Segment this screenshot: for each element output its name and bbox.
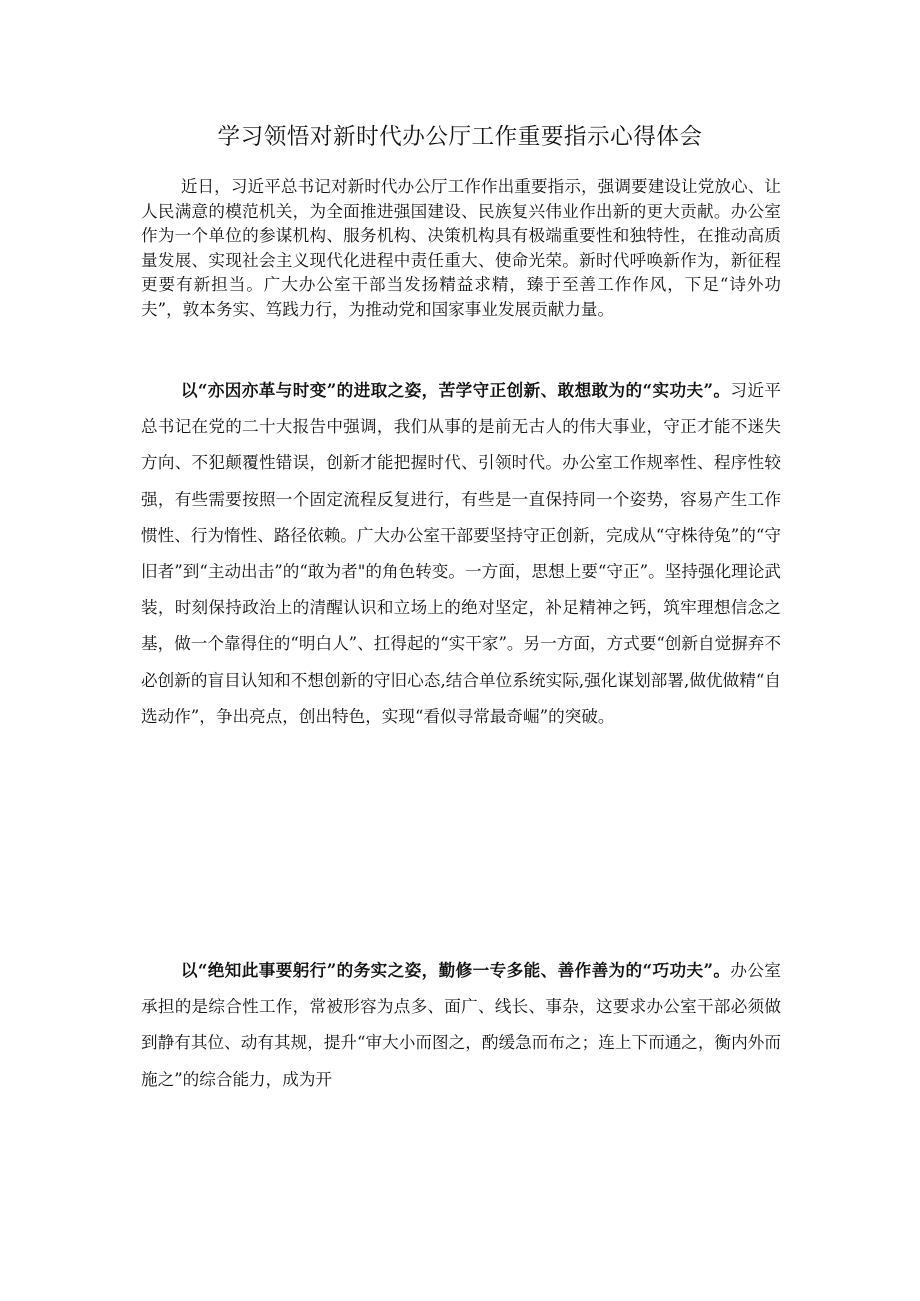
- section-2-body: 办公室承担的是综合性工作，常被形容为点多、面广、线长、事杂，这要求办公室干部必须做到静有其位、动有其规，提升“审大小而图之，酌缓急而布之；连上下而通之，衡内外而施之”的综合能力，成为开: [141, 961, 782, 1089]
- section-2-lead: 以“绝知此事要躬行”的务实之姿，勤修一专多能、善作善为的“巧功夫”。: [180, 960, 731, 980]
- section-1-lead: 以“亦因亦革与时变”的进取之姿，苦学守正创新、敢想敢为的“实功夫”。: [180, 380, 731, 400]
- section-paragraph-1: [141, 372, 781, 735]
- document-title: 学习领悟对新时代办公厅工作重要指示心得体会: [217, 124, 703, 150]
- section-1-body: 习近平总书记在党的二十大报告中强调，我们从事的是前无古人的伟大事业，守正才能不迷失方向、不犯颠覆性错误，创新才能把握时代、引领时代。办公室工作规率性、程序性较强，有些需要按照一个固定流程反复进行，有些是一直保持同一个姿势，容易产生工作惯性、行为惰性、路径依赖。广大办公室干部要坚持守正创新，完成从“守株待兔”的“守旧者”到“主动出击”的“敢为者"的角色转变。一方面，思想上要“守正”。坚持强化理论武装，时刻保持政治上的清醒认识和立场上的绝对坚定，补足精神之钙，筑牢理想信念之基，做一个靠得住的“明白人”、扛得起的“实干家”。另一方面，方式要“创新自觉摒弃不必创新的盲目认知和不想创新的守旧心态,结合单位系统实际,强化谋划部署,做优做精“自选动作”，争出亮点，创出特色，实现“看似寻常最奇崛”的突破。: [141, 381, 782, 726]
- section-paragraph-2: [141, 952, 781, 1098]
- intro-paragraph: 近日，习近平总书记对新时代办公厅工作作出重要指示，强调要建设让党放心、让人民满意的模范机关，为全面推进强国建设、民族复兴伟业作出新的更大贡献。办公室作为一个单位的参谋机构、服务机构、决策机构具有极端重要性和独特性，在推动高质量发展、实现社会主义现代化进程中责任重大、使命光荣。新时代呼唤新作为，新征程更要有新担当。广大办公室干部当发扬精益求精，臻于至善工作作风，下足“诗外功夫”，敦本务实、笃践力行，为推动党和国家事业发展贡献力量。: [141, 177, 781, 319]
